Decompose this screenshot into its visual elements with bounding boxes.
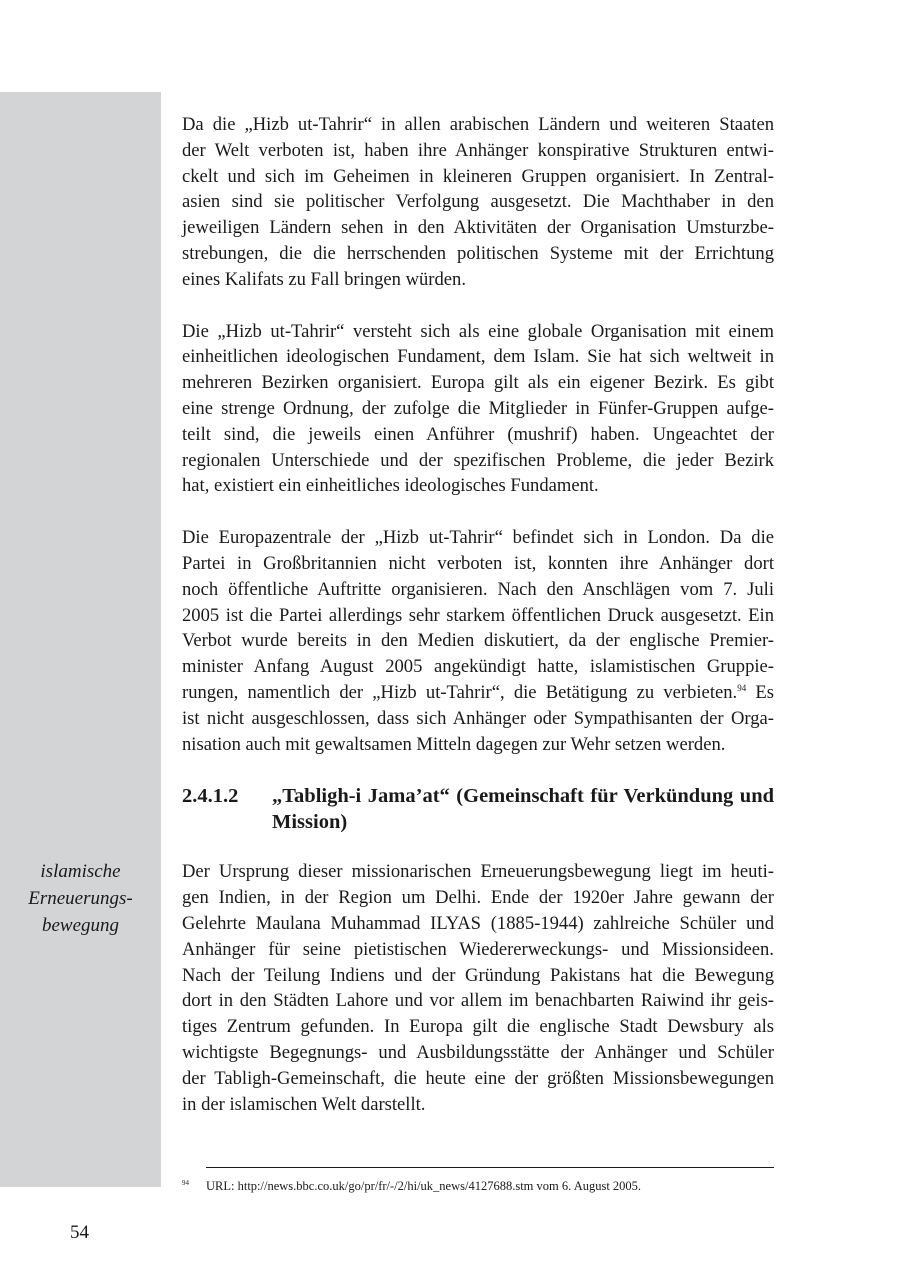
text-line: Partei in Großbritannien nicht verboten ist, konnten ihre Anhänger dort — [182, 552, 774, 574]
main-text — [182, 112, 774, 1143]
text-line: Der Ursprung dieser missionarischen Erneuerungsbewegung liegt im heuti- — [182, 861, 774, 883]
text-segment: rungen, namentlich der „Hizb ut-Tahrir“, die Betätigung zu verbieten. — [182, 681, 738, 703]
text-line: Gelehrte Maulana Muhammad ILYAS (1885-1944) zahlreiche Schüler und — [182, 912, 774, 934]
footnote-number: 94 — [182, 1179, 189, 1187]
text-line: Nach der Teilung Indiens und der Gründung Pakistans hat die Bewegung — [182, 964, 774, 986]
text-line: strebungen, die die herrschenden politischen Systeme mit der Errichtung — [182, 242, 774, 264]
text-line: Verbot wurde bereits in den Medien diskutiert, da der englische Premier- — [182, 630, 774, 652]
text-line: eine strenge Ordnung, der zufolge die Mitglieder in Fünfer-Gruppen aufge- — [182, 397, 774, 419]
text-line: gen Indien, in der Region um Delhi. Ende der 1920er Jahre gewann der — [182, 887, 774, 909]
text-line: asien sind sie politischer Verfolgung ausgesetzt. Die Machthaber in den — [182, 191, 774, 213]
paragraph — [182, 112, 774, 293]
footnote — [182, 1178, 782, 1194]
footnote-divider — [206, 1167, 774, 1168]
text-line: jeweiligen Ländern sehen in den Aktivitäten der Organisation Umsturzbe- — [182, 217, 774, 239]
section-heading — [182, 783, 774, 835]
section-title-line: Mission) — [272, 811, 348, 834]
text-line: dort in den Städten Lahore und vor allem im benachbarten Raiwind ihr geis- — [182, 990, 774, 1012]
margin-note-line: bewegung — [41, 915, 120, 936]
text-line: nisation auch mit gewaltsamen Mitteln dagegen zur Wehr setzen werden. — [182, 733, 726, 755]
footnote-reference[interactable]: 94 — [737, 682, 747, 693]
text-line: regionalen Unterschiede und der spezifischen Probleme, die jeder Bezirk — [182, 449, 774, 471]
text-line: Anhänger für seine pietistischen Wiedererweckungs- und Missionsideen. — [182, 938, 774, 960]
margin-note — [0, 858, 161, 939]
text-line: 2005 ist die Partei allerdings sehr starkem öffentlichen Druck ausgesetzt. Ein — [182, 604, 774, 626]
text-line: Die „Hizb ut-Tahrir“ versteht sich als eine globale Organisation mit einem — [182, 320, 774, 342]
text-line: der Welt verboten ist, haben ihre Anhänger konspirative Strukturen entwi- — [182, 139, 774, 161]
margin-note-line: islamische — [40, 861, 121, 882]
section-number: 2.4.1.2 — [182, 785, 239, 808]
text-line: in der islamischen Welt darstellt. — [182, 1093, 426, 1115]
text-line: eines Kalifats zu Fall bringen würden. — [182, 268, 466, 290]
section-title-line: „Tabligh-i Jama’at“ (Gemeinschaft für Verkündung und — [272, 785, 774, 808]
margin-note-line: Erneuerungs- — [28, 888, 133, 909]
text-line: tiges Zentrum gefunden. In Europa gilt die englische Stadt Dewsbury als — [182, 1016, 774, 1038]
text-line: Da die „Hizb ut-Tahrir“ in allen arabischen Ländern und weiteren Staaten — [182, 114, 774, 135]
text-line: der Tabligh-Gemeinschaft, die heute eine der größten Missionsbewegungen — [182, 1067, 774, 1089]
footnote-text: URL: http://news.bbc.co.uk/go/pr/fr/-/2/hi/uk_news/4127688.stm vom 6. August 2005. — [206, 1179, 642, 1193]
paragraph — [182, 859, 774, 1117]
text-segment: Es — [746, 681, 775, 703]
section-title — [272, 783, 774, 835]
text-line: einheitlichen ideologischen Fundament, dem Islam. Sie hat sich weltweit in — [182, 346, 774, 368]
paragraph — [182, 525, 774, 757]
text-line: ist nicht ausgeschlossen, dass sich Anhänger oder Sympathisanten der Orga- — [182, 707, 774, 729]
text-line: ckelt und sich im Geheimen in kleineren Gruppen organisiert. In Zentral- — [182, 165, 774, 187]
text-line: Die Europazentrale der „Hizb ut-Tahrir“ befindet sich in London. Da die — [182, 527, 774, 549]
text-line-with-footnote — [182, 680, 774, 706]
paragraph — [182, 319, 774, 500]
text-line: minister Anfang August 2005 angekündigt hatte, islamistischen Gruppie- — [182, 656, 774, 678]
text-line: wichtigste Begegnungs- und Ausbildungsstätte der Anhänger und Schüler — [182, 1041, 774, 1063]
page-number: 54 — [70, 1222, 89, 1243]
margin-sidebar — [0, 92, 161, 1187]
text-line: mehreren Bezirken organisiert. Europa gilt als ein eigener Bezirk. Es gibt — [182, 372, 774, 394]
text-line: hat, existiert ein einheitliches ideologisches Fundament. — [182, 475, 599, 497]
text-line: teilt sind, die jeweils einen Anführer (mushrif) haben. Ungeachtet der — [182, 423, 774, 445]
text-line: noch öffentliche Auftritte organisieren. Nach den Anschlägen vom 7. Juli — [182, 578, 774, 600]
